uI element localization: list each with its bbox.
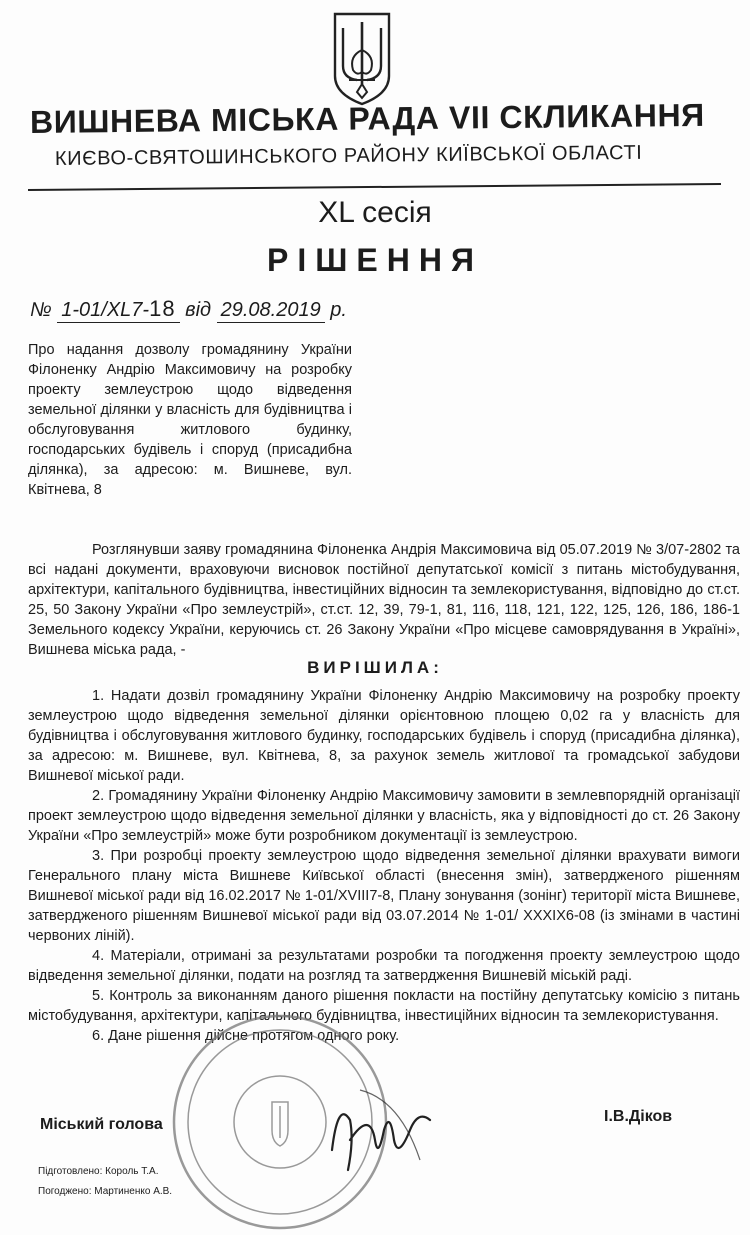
decision-item: 3. При розробці проекту землеустрою щодо відведення земельної ділянки врахувати вимоги Генерального плану міста Вишневе Київської області (внесення змін), затвердженого рішенням Вишневої міської ради від 16.02.2017 № 1-01/XVIII7-8, Плану зонування (зонінг) території міста Вишневе, затвердженого рішенням Вишневої міської ради від 03.07.2014 № 1-01/ XXXIX6-08 (із змінами в частині червоних ліній). — [28, 848, 740, 944]
decision-item: 5. Контроль за виконанням даного рішення покласти на постійну депутатську комісію з питань містобудування, архітектури, капітального будівництва, інвестиційних відносин та землекористування. — [28, 988, 740, 1024]
preamble-text: Розглянувши заяву громадянина Філоненка Андрія Максимовича від 05.07.2019 № 3/07-2802 та всі надані документи, враховуючи висновок постійної депутатської комісії з питань містобудування, архітектури, капітального будівництва, інвестиційних відносин та землекористування, відповідно до ст.ст. 25, 50 Закону України «Про землеустрій», ст.ст. 12, 39, 79-1, 81, 116, 118, 121, 122, 125, 126, 186, 186-1 Земельного кодексу України, керуючись ст. 26 Закону України «Про місцеве самоврядування в Україні», Вишнева міська рада, - — [28, 542, 740, 658]
date-suffix: р. — [330, 299, 347, 321]
coat-of-arms-icon — [331, 10, 393, 108]
decision-number: 1-01/XL7- — [61, 299, 150, 321]
number-prefix: № — [30, 299, 52, 321]
session-label: XL сесія — [318, 196, 432, 229]
decided-heading: ВИРІШИЛА: — [307, 658, 443, 677]
decision-item: 1. Надати дозвіл громадянину України Філоненку Андрію Максимовичу на розробку проекту землеустрою щодо відведення земельної ділянки орієнтовною площею 0,02 га у власність для будівництва і обслуговування житлового будинку, господарських будівель і споруд (присадибна ділянка), за адресою: м. Вишневе, вул. Квітнева, 8, за рахунок земель житлової та громадської забудови Вишневої міської ради. — [28, 688, 740, 784]
date-prefix: від — [185, 299, 212, 321]
decision-number-line — [30, 296, 347, 323]
decision-number-field — [57, 296, 179, 323]
mayor-name: І.В.Діков — [604, 1108, 673, 1125]
council-name: ВИШНЕВА МІСЬКА РАДА VII СКЛИКАННЯ — [29, 96, 705, 140]
decision-number-handwritten: 18 — [149, 296, 176, 321]
subject-text: Про надання дозволу громадянину України Філоненку Андрію Максимовичу на розробку проекту землеустрою щодо відведення земельної ділянки у власність для будівництва і обслуговування житлового будинку, господарських будівель і споруд (присадибна ділянка), за адресою: м. Вишневе, вул. Квітнева, 8 — [28, 342, 352, 498]
document-title: РІШЕННЯ — [267, 242, 483, 278]
district-name: КИЄВО-СВЯТОШИНСЬКОГО РАЙОНУ КИЇВСЬКОЇ ОБЛАСТІ — [54, 141, 643, 170]
decision-item: 4. Матеріали, отримані за результатами розробки та погодження проекту землеустрою щодо відведення земельної ділянки, подати на розгляд та затвердження Вишневій міській раді. — [28, 948, 740, 984]
preamble — [28, 540, 740, 660]
decision-item: 2. Громадянину України Філоненку Андрію Максимовичу замовити в землевпорядній організації проект землеустрою щодо відведення земельної ділянки у власність, яка у відповідності до ст. 26 Закону України «Про землеустрій» може бути розробником документації із землеустрою. — [28, 788, 740, 844]
decision-item: 6. Дане рішення дійсне протягом одного року. — [92, 1028, 400, 1044]
prepared-by: Підготовлено: Король Т.А. — [38, 1166, 159, 1177]
agreed-by: Погоджено: Мартиненко А.В. — [38, 1186, 173, 1197]
header-divider — [28, 183, 721, 191]
decision-items — [28, 686, 740, 1046]
mayor-title: Міський голова — [40, 1116, 163, 1133]
decision-subject — [28, 340, 352, 500]
decision-date: 29.08.2019 — [217, 299, 325, 323]
signature — [320, 1080, 440, 1180]
